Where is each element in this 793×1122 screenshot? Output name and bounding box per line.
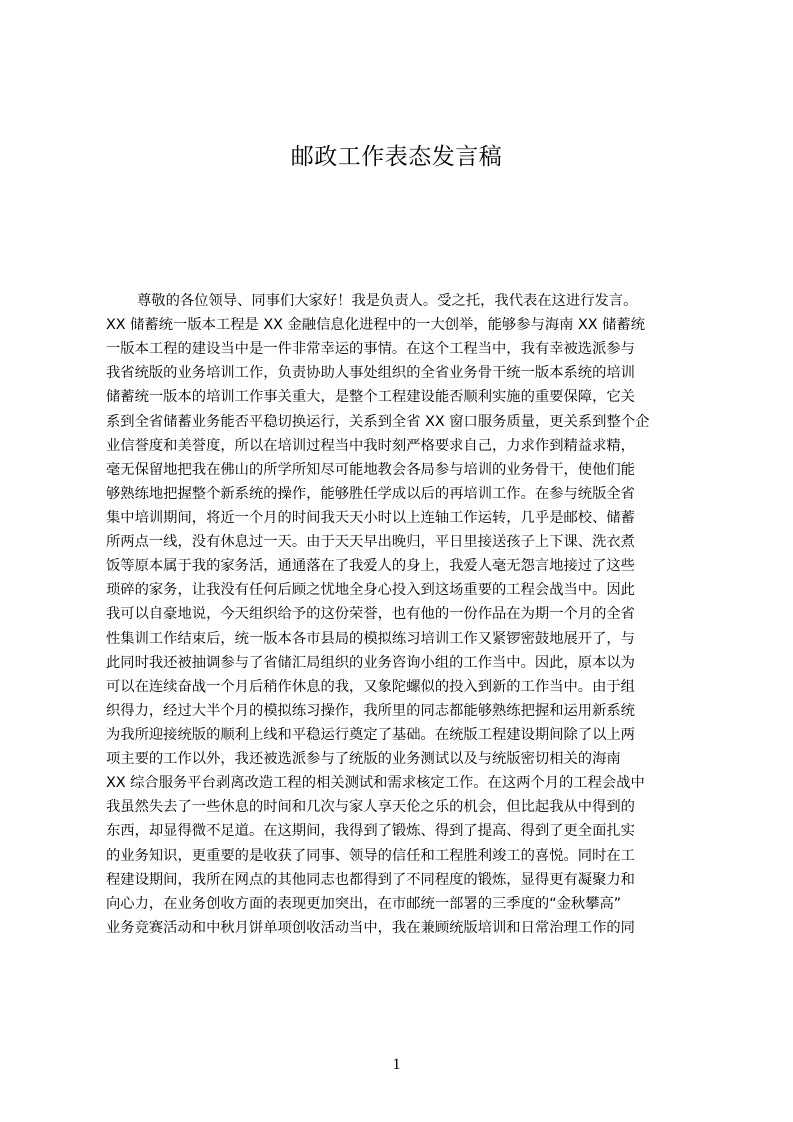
body-line: 储蓄统一版本的培训工作事关重大，是整个工程建设能否顺利实施的重要保障，它关 [106,389,635,406]
body-line: 为我所迎接统版的顺利上线和平稳运行奠定了基础。在统版工程建设期间除了以上两 [106,726,635,743]
body-line: 的业务知识，更重要的是收获了同事、领导的信任和工程胜利竣工的喜悦。同时在工 [106,847,635,864]
body-line: 集中培训期间，将近一个月的时间我天天小时以上连轴工作运转，几乎是邮校、储蓄 [106,509,635,526]
page-number: 1 [392,1056,401,1073]
document-body [106,289,698,940]
body-line: 饭等原本属于我的家务活，通通落在了我爱人的身上，我爱人毫无怨言地接过了这些 [106,558,635,575]
body-line: 系到全省储蓄业务能否平稳切换运行，关系到全省 XX 窗口服务质量，更关系到整个企 [106,413,650,430]
body-line: XX 储蓄统一版本工程是 XX 金融信息化进程中的一大创举，能够参与海南 XX 储蓄统 [106,317,645,334]
body-line: 织得力，经过大半个月的模拟练习操作，我所里的同志都能够熟练把握和运用新系统 [106,702,635,719]
body-line: 所两点一线，没有休息过一天。由于天天早出晚归，平日里接送孩子上下课、洗衣煮 [106,534,635,551]
body-line: 我虽然失去了一些休息的时间和几次与家人享天伦之乐的机会，但比起我从中得到的 [106,799,635,816]
body-line: 项主要的工作以外，我还被选派参与了统版的业务测试以及与统版密切相关的海南 [106,751,621,768]
body-line: 毫无保留地把我在佛山的所学所知尽可能地教会各局参与培训的业务骨干，使他们能 [106,461,635,478]
body-line: 性集训工作结束后，统一版本各市县局的模拟练习培训工作又紧锣密鼓地展开了，与 [106,630,635,647]
body-line: 尊敬的各位领导、同事们大家好！我是负责人。受之托，我代表在这进行发言。 [137,293,638,309]
body-line: 东西，却显得微不足道。在这期间，我得到了锻炼、得到了提高、得到了更全面扎实 [106,823,635,840]
body-line: 可以在连续奋战一个月后稍作休息的我，又象陀螺似的投入到新的工作当中。由于组 [106,678,635,695]
body-line: 一版本工程的建设当中是一件非常幸运的事情。在这个工程当中，我有幸被选派参与 [106,341,635,358]
body-line: 我可以自豪地说，今天组织给予的这份荣誉，也有他的一份作品在为期一个月的全省 [106,606,635,623]
body-line: 业信誉度和美誉度，所以在培训过程当中我时刻严格要求自己，力求作到精益求精， [106,437,635,454]
body-line: 程建设期间，我所在网点的其他同志也都得到了不同程度的锻炼，显得更有凝聚力和 [106,871,635,888]
document-title: 邮政工作表态发言稿 [290,144,503,170]
body-line: 向心力，在业务创收方面的表现更加突出，在市邮统一部署的三季度的“金秋攀高” [106,895,622,912]
body-line: 我省统版的业务培训工作，负责协助人事处组织的全省业务骨干统一版本系统的培训 [106,365,635,382]
body-line: XX 综合服务平台剥离改造工程的相关测试和需求核定工作。在这两个月的工程会战中 [106,775,645,792]
body-line: 够熟练地把握整个新系统的操作，能够胜任学成以后的再培训工作。在参与统版全省 [106,485,635,502]
body-line: 业务竞赛活动和中秋月饼单项创收活动当中，我在兼顾统版培训和日常治理工作的同 [106,919,635,936]
body-line: 此同时我还被抽调参与了省储汇局组织的业务咨询小组的工作当中。因此，原本以为 [106,654,635,671]
body-line: 琐碎的家务，让我没有任何后顾之忧地全身心投入到这场重要的工程会战当中。因此 [106,582,635,599]
